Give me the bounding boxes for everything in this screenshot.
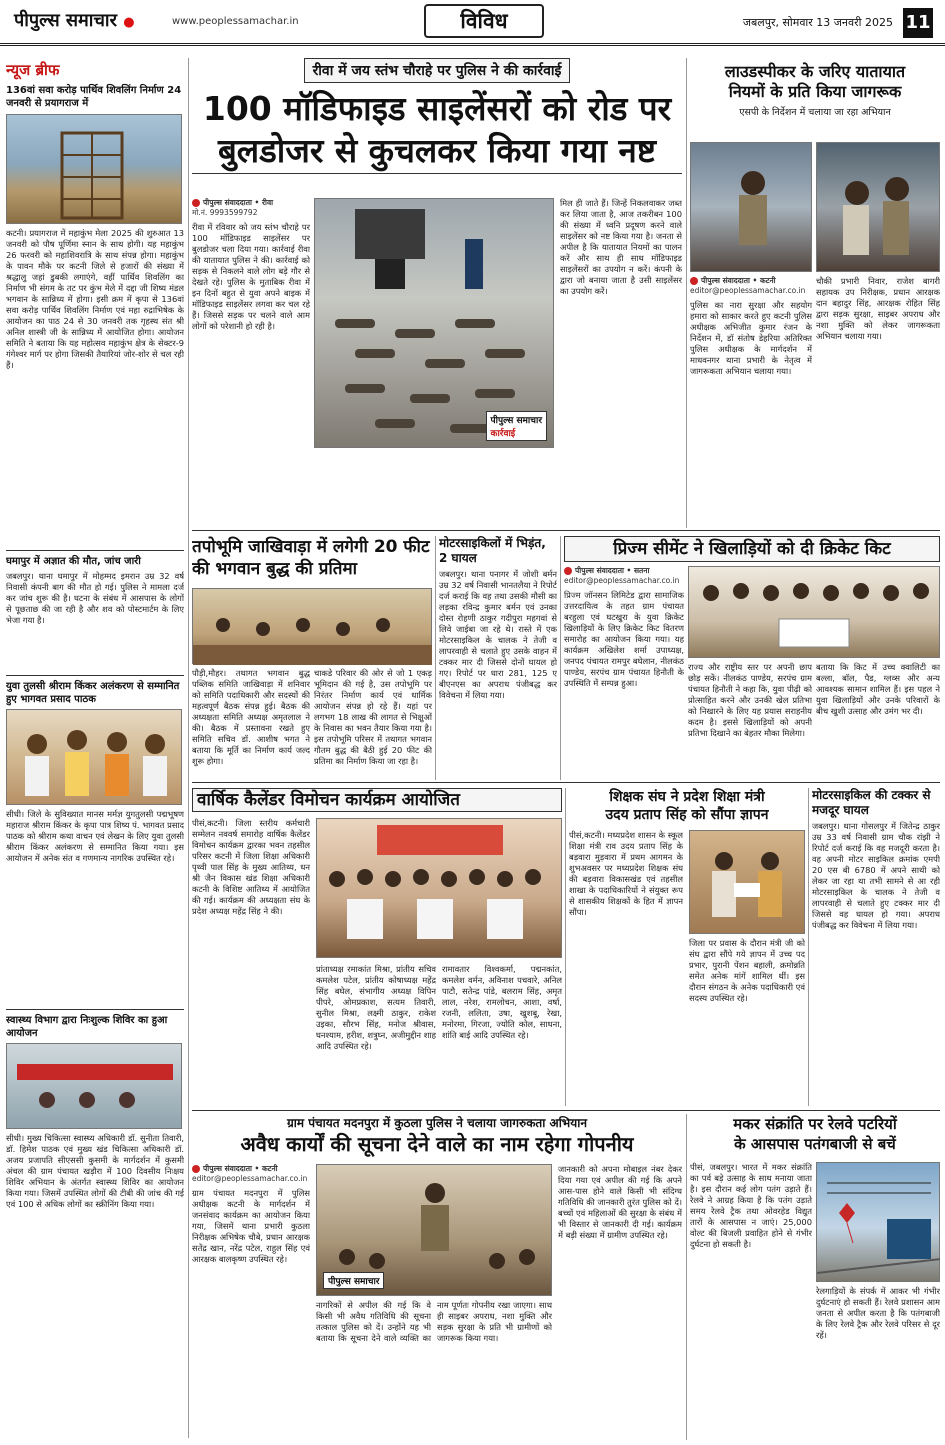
column-divider xyxy=(686,58,687,528)
brief-headline-4: स्वास्थ्य विभाग द्वारा निःशुल्क शिविर का हुआ आयोजन xyxy=(6,1015,168,1039)
calendar-photo xyxy=(316,818,562,958)
meeting-photo xyxy=(192,588,432,664)
gram-photo xyxy=(316,1164,552,1296)
prism-text-2: राज्य और राष्ट्रीय स्तर पर अपनी छाप छोड़ सकें। नीलकंठ पाण्डेय, सरपंच ग्राम पंचायत हिनौती ने कहा कि, युवा पीढ़ी को प्रोत्साहित करने और उनकी खेल प्रतिभा को निखारने के लिए यह प्रयास सराहनीय कदम है। इससे खिलाड़ियों को अपनी प्रतिभा दिखाने का बेहतर मौका मिलेगा। xyxy=(688,662,812,738)
divider xyxy=(6,1009,184,1010)
calendar-headline: वार्षिक कैलेंडर विमोचन कार्यक्रम आयोजित xyxy=(192,788,562,812)
makar-story xyxy=(690,1114,940,1440)
shikshak-photo xyxy=(689,830,805,934)
news-brief-label: न्यूज ब्रीफ xyxy=(6,61,60,79)
train-tracks-graphic xyxy=(817,1163,940,1283)
makar-text-1: पीसं, जबलपुर। भारत में मकर संक्रांति का पर्व बड़े उत्साह के साथ मनाया जाता है। इस दौरान कई लोग पतंग उड़ाते हैं। रेलवे ने आग्रह किया है कि पतंग उड़ाते समय रेलवे ट्रैक तथा ओवरहेड विद्युत तारों के आसपास न जाएं। 25,000 वोल्ट की बिजली प्रवाहित होने से गंभीर दुर्घटना हो सकती है। xyxy=(690,1162,812,1249)
shikshak-text-2: जिला पर प्रवास के दौरान मंत्री जी को संघ द्वारा सौंपे गये ज्ञापन में उच्च पद प्रभार, पुरानी पेंशन बहाली, क्रमोन्नति समेत अनेक मांगें शामिल थीं। इस दौरान संगठन के अनेक पदाधिकारी एवं सदस्य उपस्थित रहे। xyxy=(689,938,805,1003)
brief-text-3: सीधी। जिले के सुविख्यात मानस मर्मज्ञ युगतुलसी पद्मभूषण महाराज श्रीराम किंकर के कृपा पात्र शिष्य पं. भागवत प्रसाद पाठक को श्रीराम कथा वाचन एवं लेखन के लिए युवा तुलसी श्रीराम किंकर अलंकरण से सम्मानित किया गया। इस आयोजन में अनेक संत व गणमान्य नागरिक उपस्थित रहे। xyxy=(6,809,184,863)
masthead-url[interactable]: www.peoplessamachar.in xyxy=(172,16,299,27)
news-brief-column xyxy=(6,60,184,1440)
motorcycle-story xyxy=(439,536,557,780)
reporter-dot-icon xyxy=(690,277,698,285)
tapobhumi-headline: तपोभूमि जाखिवाड़ा में लगेगी 20 फीट की भगवान बुद्ध की प्रतिमा xyxy=(192,537,430,579)
players-graphic xyxy=(689,567,940,659)
seated-people-graphic xyxy=(193,589,432,665)
brief-headline-3: युवा तुलसी श्रीराम किंकर अलंकरण से सम्मानित हुए भागवत प्रसाद पाठक xyxy=(6,681,180,705)
lead-headline-2: बुलडोजर से कुचलकर किया गया नष्ट xyxy=(192,129,682,174)
shikshak-headline-2: उदय प्रताप सिंह को सौंपा ज्ञापन xyxy=(605,807,769,823)
calendar-text-2: प्रांताध्यक्ष रमाकांत मिश्रा, प्रांतीय सचिव कमलेश पटेल, प्रांतीय कोषाध्यक्ष महेंद्र सिंह बघेल, संभागीय अध्यक्ष विपिन पीपरे, ओमप्रकाश, सत्यम तिवारी, सुनील मिश्रा, लक्ष्मी ठाकुर, राकेश उइका, सौरभ सिंह, मनोज श्रीवास, घनश्याम, हरीश, शत्रुघ्न, अजीमुद्दीन शाह आदि उपस्थित रहे। xyxy=(316,964,436,1051)
brief-headline-2: घमापुर में अज्ञात की मौत, जांच जारी xyxy=(6,556,141,567)
loudspeaker-byline: पीपुल्स संवाददाता • कटनी xyxy=(690,276,812,286)
tapobhumi-story xyxy=(192,536,432,780)
shivling-photo xyxy=(6,114,182,224)
prism-text-3: बताया कि किट में उच्च क्वालिटी का बल्ला, बॉल, पैड, ग्लव्स और अन्य आवश्यक सामान शामिल हैं। इस पहल ने युवा खिलाड़ियों और उनके परिवारों के बीच खुशी उत्साह और उमंग भर दी। xyxy=(816,662,940,716)
section-title: विविध xyxy=(424,4,544,38)
shikshak-story xyxy=(569,788,805,1106)
column-divider xyxy=(565,788,566,1106)
brief-text-4: सीधी। मुख्य चिकित्सा स्वास्थ्य अधिकारी डॉ. सुनीता तिवारी, डॉ. हिमेश पाठक एवं मुख्य खंड चिकित्सा अधिकारी डॉ. अजय प्रजापति सीएससी कुसमी के मार्गदर्शन में कुसमी अंचल की ग्राम पंचायत खड़ौरा में 100 दिवसीय निःक्षय शिविर अभियान के अंतर्गत स्वास्थ्य शिविर का आयोजन किया गया। जिसमें उपस्थित लोगों की टीबी की जांच की गई एवं 100 से अधिक लोगों का स्क्रीनिंग किया गया। xyxy=(6,1133,184,1209)
motorcycle-headline: मोटरसाइकिलों में भिड़ंत, 2 घायल xyxy=(439,536,546,565)
loudspeaker-text-2: चौकी प्रभारी निवार, राजेश बागरी सहायक उप निरीक्षक, प्रधान आरक्षक दान बहादुर सिंह, आरक्षक रोहित सिंह द्वारा सड़क सुरक्षा, साइबर अपराध और नशा मुक्ति को लेकर जागरूकता अभियान चलाया गया। xyxy=(816,276,940,341)
lead-photo-stamp: पीपुल्स समाचार कार्रवाई xyxy=(486,411,547,441)
reporter-dot-icon xyxy=(564,567,572,575)
prism-headline: प्रिज्म सीमेंट ने खिलाड़ियों को दी क्रिकेट किट xyxy=(564,536,940,562)
motorcycle-text: जबलपुर। थाना पनागर में जोशी बर्मन उम्र 32 वर्ष निवासी भानतलैया ने रिपोर्ट दर्ज कराई कि वह तथा उसकी मौसी का लड़का रविन्द्र कुमार बर्मन एवं उनका दोस्त रोहणी ठाकुर गदीपुरा महगवां से लिवे जाईबा जा रहे थे। रास्ते में एक मोटरसाइकिल के चालक ने तेजी व लापरवाही से चलाते हुए उसके वाहन में टक्कर मार दी जिससे दोनों घायल हो गए। रिपोर्ट पर धारा 281, 125 ए बीएनएस का अपराध पंजीबद्ध कर विवेचना में लिया गया। xyxy=(439,569,557,700)
calendar-story xyxy=(192,788,562,1108)
reporter-dot-icon xyxy=(192,199,200,207)
divider xyxy=(6,550,184,551)
cricket-kit-photo xyxy=(688,566,940,658)
accident-text: जबलपुर। थाना गोसलपुर में जितेन्द्र ठाकुर उम्र 33 वर्ष निवासी ग्राम चौक रांझी ने रिपोर्ट दर्ज कराई कि वह मजदूरी करता है। वह अपनी मोटर साइकिल क्रमांक एमपी 20 एस बी 6780 में अपने साथी को लेकर जा रहा था तभी सामने से आ रही मोटरसाइकिल के चालक ने तेजी व लापरवाही से चलाते हुए टक्कर मार दी जिससे वह घायल हो गया। अपराध पंजीबद्ध कर विवेचना में लिया गया। xyxy=(812,821,940,930)
crowd-graphic xyxy=(817,143,940,273)
makar-text-2: रेलगाड़ियों के संपर्क में आकर भी गंभीर दुर्घटनाएं हो सकती हैं। रेलवे प्रशासन आम जनता से अपील करता है कि पतंगबाजी के लिए रेलवे ट्रैक और रेलवे परिसर से दूर रहें। xyxy=(816,1286,940,1340)
gram-photo-stamp: पीपुल्स समाचार xyxy=(323,1272,384,1289)
column-divider xyxy=(808,788,809,1106)
camp-photo xyxy=(6,1043,182,1129)
camp-graphic xyxy=(7,1044,183,1130)
masthead xyxy=(0,0,945,46)
horizontal-rule xyxy=(192,782,940,783)
horizontal-rule xyxy=(192,530,940,531)
brief-headline-1: 136वां सवा करोड़ पार्थिव शिवलिंग निर्माण 24 जनवरी से प्रयागराज में xyxy=(6,85,182,109)
page-number: 11 xyxy=(903,8,933,38)
shikshak-headline-1: शिक्षक संघ ने प्रदेश शिक्षा मंत्री xyxy=(609,789,765,805)
loudspeaker-story xyxy=(690,62,940,528)
calendar-text-3: रामावतार विश्वकर्मा, पद्मनकांत, कमलेश वर्मन, अविनाश पचवारे, अनिल पाटौ, सतेन्द्र पांडे, बलराम सिंह, अमृत लाल, नरेश, रामलोचन, आशा, वर्षा, रजनी, ललिता, उषा, खुशबू, रेखा, मनोरमा, गिरजा, ज्योति कोल, साधना, शांति बाई आदि उपस्थित रहे। xyxy=(442,964,562,1040)
loudspeaker-deck: एसपी के निर्देशन में चलाया जा रहा अभियान xyxy=(739,107,891,118)
accident-headline: मोटरसाइकिल की टक्कर से मजदूर घायल xyxy=(812,788,931,817)
calendar-text-1: पीसं,कटनी। जिला स्तरीय कर्मचारी सम्मेलन नववर्ष समारोह वार्षिक कैलेंडर विमोचन कार्यक्रम द्वारका भवन तहसील परिसर कटनी में जिला शिक्षा अधिकारी पृथ्वी पाल सिंह के मुख्य आतिथ्य, धन श्री जैन विकास खंड शिक्षा अधिकारी कटनी के विशिष्ट आतिथ्य में आयोजित की गई। कार्यक्रम की अध्यक्षता संघ के प्रदेश अध्यक्ष महेंद्र सिंह ने की। xyxy=(192,818,310,916)
makar-headline-2: के आसपास पतंगबाजी से बचें xyxy=(734,1135,896,1153)
lead-story xyxy=(192,58,682,528)
masthead-date: जबलपुर, सोमवार 13 जनवरी 2025 xyxy=(742,16,893,29)
horizontal-rule xyxy=(192,1110,940,1111)
lead-text-1: रीवा में रविवार को जय स्तंभ चौराहे पर 100 मॉडिफाइड साइलेंसर पर बुलडोजर चला दिया गया। कार्रवाई रीवा की यातायात पुलिस ने की। कार्रवाई को सड़क से निकलने वाले लोग बड़े गौर से देखते रहे। पुलिस के मुताबिक रीवा में इन दिनों बहुत से युवा अपने बाइक में मॉडिफाइड साइलेंसर लगवा कर चल रहे हैं। जिससे सड़क पर चलने वाले आम लोगों को परेशानी हो रही है। xyxy=(192,222,310,331)
gram-text-1: ग्राम पंचायत मदनपुरा में पुलिस अधीक्षक कटनी के मार्गदर्शन में जनसंवाद कार्यक्रम का आयोजन किया गया, जिसमें थाना प्रभारी कुठला निरीक्षक अभिषेक चौबे, प्रधान आरक्षक सतेंद्र खान, नरेंद्र पटेल, राहुल सिंह एवं आरक्षक बालकृष्ण उपस्थित रहे। xyxy=(192,1188,310,1264)
divider xyxy=(6,675,184,676)
group-photo-graphic xyxy=(317,819,562,959)
column-divider xyxy=(686,1114,687,1440)
tapobhumi-text-2: चाकडे परिवार की ओर से जो 1 एकड़ भूमिदान की गई है, उस तपोभूमि पर निरंतर निर्माण कार्य एवं धार्मिक आयोजन संपन्न हो रहे हैं। यहां पर लगभग 18 लाख की लागत से भिक्षुओं के निवास का भवन तैयार किया गया है। इस तपोभूमि परिसर में तथागत भगवान गौतम बुद्ध की बैठी हुई 20 फीट की प्रतिमा का निर्माण किया जा रहा है। xyxy=(314,668,432,766)
loudspeaker-photo-2 xyxy=(816,142,940,272)
bulldozer-photo xyxy=(314,198,554,448)
lead-mobile: मो.नं. 9993599792 xyxy=(192,208,258,217)
gram-headline: अवैध कार्यों की सूचना देने वाले का नाम रहेगा गोपनीय xyxy=(240,1132,634,1156)
column-divider xyxy=(435,536,436,780)
gram-email[interactable]: editor@peoplessamachar.co.in xyxy=(192,1174,308,1183)
gram-byline: पीपुल्स संवाददाता • कटनी xyxy=(192,1164,310,1174)
award-photo xyxy=(6,709,182,805)
prism-story xyxy=(564,536,940,780)
column-divider xyxy=(188,58,189,1438)
loudspeaker-photo-1 xyxy=(690,142,812,272)
gram-kicker: ग्राम पंचायत मदनपुरा में कुठला पुलिस ने चलाया जागरुकता अभियान xyxy=(287,1116,587,1130)
reporter-dot-icon xyxy=(192,1165,200,1173)
accident-story xyxy=(812,788,940,1106)
masthead-logo: पीपुल्स समाचार ● xyxy=(14,10,135,31)
lead-text-2: मिल ही जाते हैं। जिन्हें निकलवाकर जब्त कर लिया जाता है, आज तकरीबन 100 की संख्या में ध्वनि प्रदूषण करने वाले साइलेंसर को नष्ट किया गया है। जनता से अपील है कि यातायात नियमों का पालन करें और साथ ही साथ मॉडिफाइड साइलेंसरों का उपयोग न करें। कंपनी के द्वारा जो बनाया जाता है उसी साइलेंसर का उपयोग करें। xyxy=(560,198,682,296)
makar-headline-1: मकर संक्रांति पर रेलवे पटरियों xyxy=(733,1115,897,1133)
loudspeaker-headline-2: नियमों के प्रति किया जागरूक xyxy=(728,82,902,101)
lead-kicker: रीवा में जय स्तंभ चौराहे पर पुलिस ने की कार्रवाई xyxy=(304,58,571,83)
gram-text-2: नागरिकों से अपील की गई कि वे किसी भी अवैध गतिविधि की सूचना तत्काल पुलिस को दें। उन्होंने यह भी बताया कि सूचना देने वाले व्यक्ति का नाम पूर्णतः गोपनीय रखा जाएगा। साथ ही साइबर अपराध, नशा मुक्ति और सड़क सुरक्षा के प्रति भी ग्रामीणों को जागरूक किया गया। xyxy=(316,1300,552,1343)
gram-text-3: जानकारी को अपना मोबाइल नंबर देकर दिया गया एवं अपील की गई कि अपने आस-पास होने वाले किसी भी संदिग्ध गतिविधि की जानकारी तुरंत पुलिस को दें। बच्चों एवं महिलाओं की सुरक्षा के संबंध में भी विस्तार से जानकारी दी गई। कार्यक्रम में बड़ी संख्या में ग्रामीण उपस्थित रहे। xyxy=(558,1164,682,1240)
prism-byline: पीपुल्स संवाददाता • सतना xyxy=(564,566,684,576)
gram-story xyxy=(192,1114,682,1440)
loudspeaker-text-1: पुलिस का नारा सुरक्षा और सहयोग हमारा को साकार करते हुए कटनी पुलिस अधीक्षक अभिजीत कुमार रंजन के निर्देशन में, डॉ संतोष डेहरिया अतिरिक्त पुलिस अधीक्षक के मार्गदर्शन में माधवनगर थाना प्रभारी के नेतृत्व में जागरूकता अभियान चलाया गया। xyxy=(690,300,812,376)
railway-photo xyxy=(816,1162,940,1282)
officer-graphic xyxy=(691,143,813,273)
logo-mark-icon: ● xyxy=(123,15,135,30)
scaffold-graphic xyxy=(7,115,183,225)
brief-text-1: कटनी। प्रयागराज में महाकुंभ मेला 2025 की शुरुआत 13 जनवरी को पौष पूर्णिमा स्नान के साथ होगी। यह महाकुंभ 26 फरवरी को महाशिवरात्रि के साथ संपन्न होगा। महाकुंभ के पावन मौके पर कटनी जिले से हजारों की संख्या में श्रद्धालु जहां डुबकी लगाएंगे, वहीं पार्थिव शिवलिंग का निर्माण भी संगम के तट पर कुंभ मेले में दद्दा जी शिष्य मंडल भगवान के सान्निध्य में होगा। इसी क्रम में कृपा से 136वां सवा करोड़ पार्थिव शिवलिंग निर्माण एवं महा रुद्राभिषेक के आयोजन का पाठ 24 से 30 जनवरी तक गृहस्थ संत श्री अनिल शास्त्री जी के सान्निध्य में आयोजित होगा। आयोजन समिति ने बताया कि यह महोत्सव महाकुंभ क्षेत्र के सेक्टर-9 गंगेश्वर मार्ग पर होगा जिसकी तैयारियां जोर-शोर से चल रही हैं। xyxy=(6,228,184,370)
prism-email[interactable]: editor@peoplessamachar.co.in xyxy=(564,576,680,585)
people-graphic xyxy=(7,710,183,806)
lead-headline-1: 100 मॉडिफाइड साइलेंसरों को रोड पर xyxy=(202,89,672,128)
lead-byline: पीपुल्स संवाददाता • रीवा xyxy=(192,198,310,208)
handover-graphic xyxy=(690,831,805,935)
loudspeaker-email[interactable]: editor@peoplessamachar.co.in xyxy=(690,286,806,295)
prism-text-1: प्रिज्म जॉनसन लिमिटेड द्वारा सामाजिक उत्तरदायित्व के तहत ग्राम पंचायत बरहुला एवं घटखुरा के युवा क्रिकेट खिलाड़ियों के लिए क्रिकेट किट वितरण समारोह का आयोजन किया गया। यह कार्यक्रम अखिलेश शर्मा उपाध्यक्ष, जनपद पंचायत रामपुर बघेलान, नीलकंठ पाण्डेय, सरपंच ग्राम पंचायत हिनौती के उपस्थिति में सम्पन्न हुआ। xyxy=(564,590,684,688)
column-divider xyxy=(560,536,561,780)
shikshak-text-1: पीसं,कटनी। मध्यप्रदेश शासन के स्कूल शिक्षा मंत्री राव उदय प्रताप सिंह के बड़वारा मुड़वारा में प्रथम आगमन के शुभअवसर पर मध्यप्रदेश शिक्षक संघ की बड़वारा विकासखंड एवं तहसील शाखा के पदाधिकारियों ने संयुक्त रूप से शासकीय शिक्षकों के हित में ज्ञापन सौंपा। xyxy=(569,830,683,917)
brief-text-2: जबलपुर। थाना घमापुर में मोहम्मद इमरान उम्र 32 वर्ष निवासी कंपनी बाग की मौत हो गई। पुलिस ने मामला दर्ज कर जांच शुरू की है। घटना के संबंध में आसपास के लोगों से पूछताछ की जा रही है और शव को पोस्टमार्टम के लिए भेजा गया है। xyxy=(6,571,184,625)
tapobhumi-text-1: पौड़ी,मौहर। तथागत भगवान बुद्ध पब्लिक समिति जाखिवाड़ा में शनिवार को समिति पदाधिकारी और सदस्यों की महत्वपूर्ण बैठक संपन्न हुई। बैठक की अध्यक्षता समिति अध्यक्ष अमृतलाल ने की। बैठक में प्रस्तावना रखते हुए समिति सचिव डॉ. आशीष भगत ने बताया कि मूर्ति का निर्माण कार्य जल्द शुरू होगा। xyxy=(192,668,310,766)
loudspeaker-headline-1: लाउडस्पीकर के जरिए यातायात xyxy=(724,62,906,81)
